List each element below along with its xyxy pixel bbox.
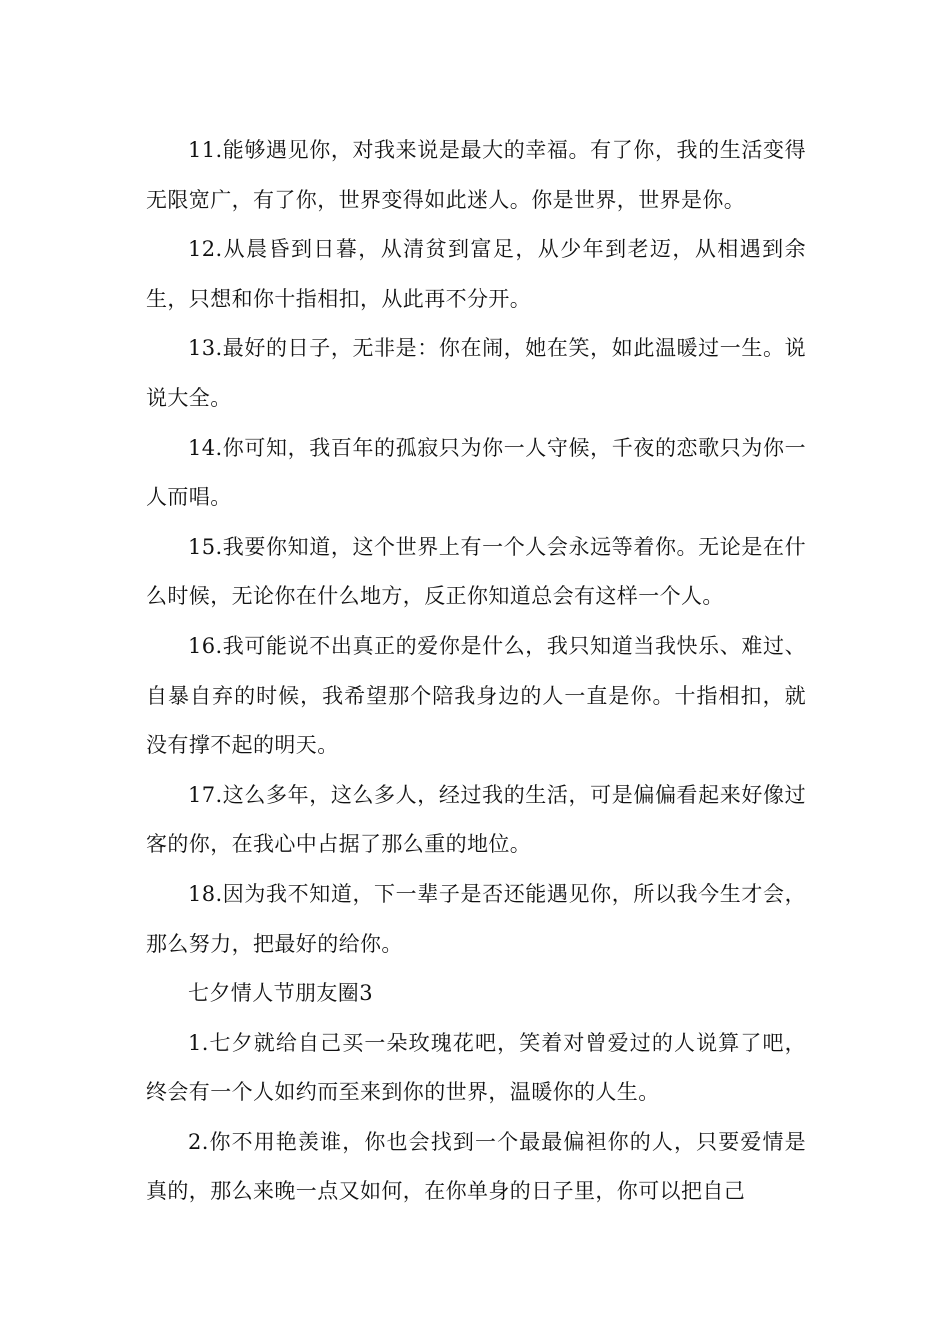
paragraph-15: 15.我要你知道，这个世界上有一个人会永远等着你。无论是在什么时候，无论你在什么地方，反正你知道总会有这样一个人。: [146, 534, 806, 609]
document-body: [146, 126, 806, 1217]
paragraph-18: 18.因为我不知道，下一辈子是否还能遇见你，所以我今生才会，那么努力，把最好的给你。: [146, 881, 806, 956]
paragraph-12: 12.从晨昏到日暮，从清贫到富足，从少年到老迈，从相遇到余生，只想和你十指相扣，从此再不分开。: [146, 237, 806, 311]
section-heading: 七夕情人节朋友圈3: [188, 981, 373, 1006]
section-paragraph-1: 1.七夕就给自己买一朵玫瑰花吧，笑着对曾爱过的人说算了吧，终会有一个人如约而至来到你的世界，温暖你的人生。: [146, 1030, 806, 1105]
paragraph-17: 17.这么多年，这么多人，经过我的生活，可是偏偏看起来好像过客的你，在我心中占据了那么重的地位。: [146, 782, 806, 857]
section-paragraph-2: 2.你不用艳羡谁，你也会找到一个最最偏袒你的人，只要爱情是真的，那么来晚一点又如何，在你单身的日子里，你可以把自己: [146, 1129, 806, 1204]
paragraph-13: 13.最好的日子，无非是：你在闹，她在笑，如此温暖过一生。说说大全。: [146, 336, 806, 410]
paragraph-16: 16.我可能说不出真正的爱你是什么，我只知道当我快乐、难过、自暴自弃的时候，我希望那个陪我身边的人一直是你。十指相扣，就没有撑不起的明天。: [146, 633, 806, 758]
paragraph-14: 14.你可知，我百年的孤寂只为你一人守候，千夜的恋歌只为你一人而唱。: [146, 435, 806, 510]
paragraph-11: 11.能够遇见你，对我来说是最大的幸福。有了你，我的生活变得无限宽广，有了你，世界变得如此迷人。你是世界，世界是你。: [146, 138, 806, 212]
